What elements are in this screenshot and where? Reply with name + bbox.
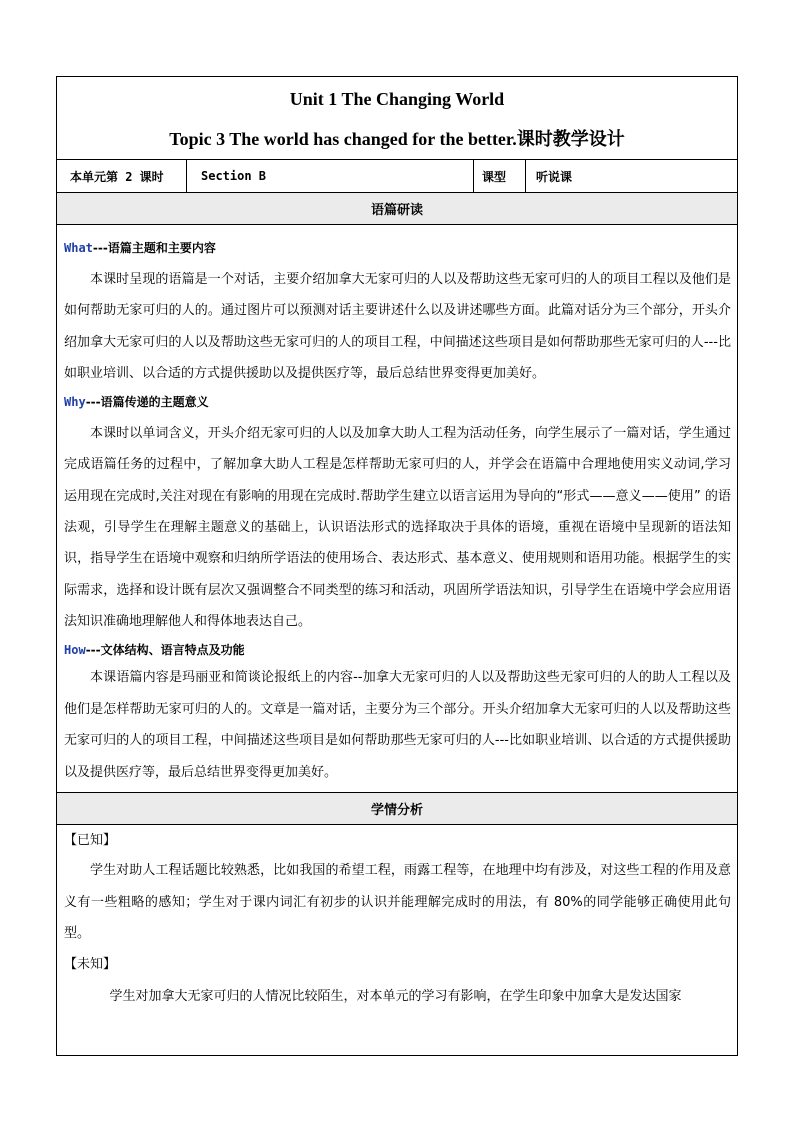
what-heading — [64, 238, 731, 258]
why-paragraph: 本课时以单词含义，开头介绍无家可归的人以及加拿大助人工程为活动任务，向学生展示了一篇对话，学生通过完成语篇任务的过程中，了解加拿大助人工程是怎样帮助无家可归的人，并学会在语篇中合理地使用实义动词,学习运用现在完成时,关注对现在有影响的用现在完成时.帮助学生建立以语言运用为导向的“形式——意义——使用” 的语法观，引导学生在理解主题意义的基础上，认识语法形式的选择取决于具体的语境，重视在语境中呈现新的语法知识，指导学生在语境中观察和归纳所学语法的使用场合、表达形式、基本意义、使用规则和语用功能。根据学生的实际需求，选择和设计既有层次又强调整合不同类型的练习和活动，巩固所学语法知识，引导学生在语境中学会应用语法知识准确地理解他人和得体地表达自己。 — [64, 426, 731, 629]
why-keyword: Why — [64, 395, 86, 410]
lesson-type-label: 课型 — [474, 160, 526, 192]
student-analysis-content — [57, 827, 737, 1012]
why-heading — [64, 392, 731, 412]
unit-title: Unit 1 The Changing World — [289, 89, 505, 109]
info-row — [57, 160, 737, 193]
what-keyword: What — [64, 241, 93, 255]
why-heading-text: ---语篇传递的主题意义 — [85, 395, 209, 410]
how-keyword: How — [64, 643, 86, 658]
known-paragraph: 学生对助人工程话题比较熟悉，比如我国的希望工程，雨露工程等，在地理中均有涉及，对这些工程的作用及意义有一些粗略的感知；学生对于课内词汇有初步的认识并能理解完成时的用法，有 80%的同学能够正确使用此句型。 — [64, 863, 731, 941]
unknown-paragraph: 学生对加拿大无家可归的人情况比较陌生，对本单元的学习有影响，在学生印象中加拿大是发达国家 — [109, 989, 682, 1005]
topic-title: Topic 3 The world has changed for the better.课时教学设计 — [169, 129, 625, 149]
lesson-number-cell: 本单元第 2 课时 — [57, 160, 187, 192]
section-cell: Section B — [187, 160, 474, 192]
student-analysis-header: 学情分析 — [57, 792, 737, 825]
title-block — [57, 77, 737, 160]
how-heading — [64, 640, 731, 660]
what-paragraph: 本课时呈现的语篇是一个对话，主要介绍加拿大无家可归的人以及帮助这些无家可归的人的项目工程以及他们是如何帮助无家可归的人的。通过图片可以预测对话主要讲述什么以及讲述哪些方面。此篇对话分为三个部分，开头介绍加拿大无家可归的人以及帮助这些无家可归的人的项目工程，中间描述这些项目是如何帮助那些无家可归的人---比如职业培训、以合适的方式提供援助以及提供医疗等，最后总结世界变得更加美好。 — [64, 272, 731, 381]
reading-analysis-content — [57, 238, 737, 788]
how-heading-text: ---文体结构、语言特点及功能 — [85, 643, 245, 658]
unknown-label: 【未知】 — [64, 957, 117, 973]
lesson-type-value: 听说课 — [536, 169, 573, 184]
lesson-plan-table — [56, 76, 738, 1056]
what-heading-text: ---语篇主题和主要内容 — [92, 241, 216, 255]
known-label: 【已知】 — [64, 833, 117, 849]
how-paragraph: 本课语篇内容是玛丽亚和简谈论报纸上的内容--加拿大无家可归的人以及帮助这些无家可归的人的助人工程以及他们是怎样帮助无家可归的人的。文章是一篇对话，主要分为三个部分。开头介绍加拿大无家可归的人以及帮助这些无家可归的人的项目工程，中间描述这些项目是如何帮助那些无家可归的人---比如职业培训、以合适的方式提供援助以及提供医疗等，最后总结世界变得更加美好。 — [64, 670, 731, 780]
reading-analysis-header: 语篇研读 — [57, 193, 737, 225]
